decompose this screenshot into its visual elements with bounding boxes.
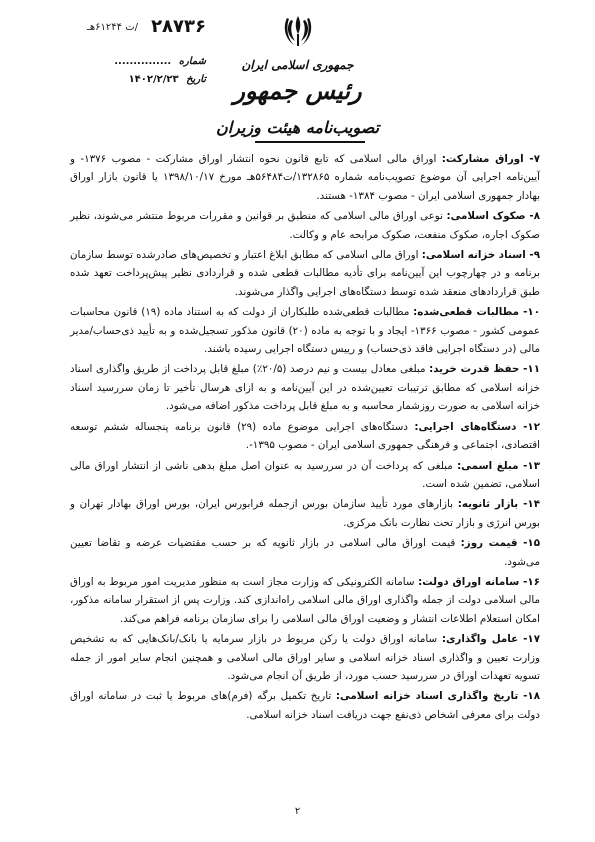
clause-text: بازارهای مورد تأیید سازمان بورس ازجمله فرابورس ایران، بورس اوراق بهادار تهران و بورس انرژی و بازار تحت نظارت بانک مرکزی. xyxy=(70,498,540,529)
number-label: شماره xyxy=(178,56,206,67)
clause-18 xyxy=(70,687,540,724)
clause-heading: ۷- اوراق مشارکت: xyxy=(441,153,540,165)
reference-number: ۲۸۷۳۶ xyxy=(151,16,206,37)
republic-title: جمهوری اسلامی ایران xyxy=(241,58,354,72)
clause-text: سامانه الکترونیکی که وزارت مجاز است به منظور مدیریت امور مربوط به اوراق مالی اسلامی دولت از جمله واگذاری اوراق مالی اسلامی راه‌اندازی کند. وزارت پس از استقرار سامانه مذکور، امکان استعلام اطلاعات انتشار و وضعیت اوراق مالی اسلامی را برای سازمان برنامه فراهم می‌کند. xyxy=(70,575,540,625)
clause-text: قیمت اوراق مالی اسلامی در بازار ثانویه که بر حسب مقتضیات عرضه و تقاضا تعیین می‌شود. xyxy=(70,537,540,568)
clause-heading: ۱۴- بازار ثانویه: xyxy=(457,498,540,511)
clause-17 xyxy=(70,630,540,685)
clauses-body xyxy=(70,150,540,726)
page-number: ۲ xyxy=(294,806,301,817)
clause-heading: ۸- صکوک اسلامی: xyxy=(446,210,541,223)
clause-heading: ۱۱- حفظ قدرت خرید: xyxy=(429,363,540,376)
date-label: تاریخ xyxy=(186,74,206,85)
clause-heading: ۱۶- سامانه اوراق دولت: xyxy=(418,575,540,588)
clause-heading: ۹- اسناد خزانه اسلامی: xyxy=(421,249,540,262)
clause-heading: ۱۸- تاریخ واگذاری اسناد خزانه اسلامی: xyxy=(335,690,540,703)
clause-text: سامانه اوراق دولت یا رکن مربوط در بازار سرمایه یا بانک/بانک‌هایی که به تشخیص وزارت تعیین و واگذاری اسناد خزانه اسلامی و سایر اوراق مالی اسلامی و همچنین انجام سایر امور از جمله تسویه تعهدات اوراق در سررسید حسب مورد، از طریق آن انجام می‌شود. xyxy=(70,633,540,682)
date-value: ۱۴۰۲/۲/۲۳ xyxy=(128,74,179,85)
clause-10 xyxy=(70,303,540,358)
clause-heading: ۱۰- مطالبات قطعی‌شده: xyxy=(413,306,540,319)
clause-text: اوراق مالی اسلامی که مطابق ابلاغ اعتبار و تخصیص‌های صادرشده توسط سازمان برنامه و در چهارچوب این آیین‌نامه برای تأدیه مطالبات قطعی شده و قراردادی نظیر پیش‌پرداخت تعهد شده طبق قراردادهای منعقد شده توسط دستگاه‌های اجرایی واگذار می‌شوند. xyxy=(70,249,540,298)
approval-title: تصویب‌نامه هیئت وزیران xyxy=(215,118,380,137)
clause-text: مبلغی که پرداخت آن در سررسید به عنوان اصل مبلغ بدهی ناشی از انتشار اوراق مالی اسلامی، تضمین شده است. xyxy=(70,459,540,490)
clause-heading: ۱۵- قیمت روز: xyxy=(460,537,540,550)
clause-11 xyxy=(70,360,540,415)
title-underline xyxy=(255,141,365,143)
clause-text: اوراق مالی اسلامی که تابع قانون نحوه انتشار اوراق مشارکت - مصوب ۱۳۷۶- و آیین‌نامه اجرایی آن موضوع تصویب‌نامه شماره ۱۳۲۸۶۵/ت۵۶۴۸۴هـ مورخ ۱۳۹۸/۱۰/۱۷ یا قانون بازار اوراق بهادار جمهوری اسلامی ایران - مصوب ۱۳۸۴- هستند. xyxy=(70,153,540,202)
clause-16 xyxy=(70,573,540,628)
clause-15 xyxy=(70,534,540,571)
clause-text: مطالبات قطعی‌شده طلبکاران از دولت که به استناد ماده (۱۹) قانون محاسبات عمومی کشور - مصوب ۱۳۶۶- ایجاد و با توجه به ماده (۲۰) قانون مذکور تسجیل‌شده و به تأیید ذی‌حساب/مدیر مالی (در دستگاه اجرایی فاقد ذی‌حساب) و رییس دستگاه اجرایی رسیده باشند. xyxy=(70,306,540,356)
reference-suffix: /ت ۶۱۲۴۴هـ xyxy=(86,22,138,33)
clause-heading: ۱۳- مبلغ اسمی: xyxy=(457,459,540,472)
clause-text: دستگاه‌های اجرایی موضوع ماده (۲۹) قانون برنامه پنجساله ششم توسعه اقتصادی، اجتماعی و فرهنگی جمهوری اسلامی ایران - مصوب ۱۳۹۵-. xyxy=(70,420,540,452)
clause-12 xyxy=(70,418,540,455)
clause-9 xyxy=(70,246,540,301)
clause-7 xyxy=(70,150,540,205)
clause-heading: ۱۷- عامل واگذاری: xyxy=(441,633,540,646)
clause-13 xyxy=(70,457,540,494)
iran-emblem-icon xyxy=(282,14,314,50)
president-title: رئیس جمهور xyxy=(233,76,362,105)
clause-heading: ۱۲- دستگاه‌های اجرایی: xyxy=(414,420,540,433)
clause-8 xyxy=(70,207,540,244)
clause-14 xyxy=(70,495,540,532)
clause-text: نوعی اوراق مالی اسلامی که منطبق بر قوانین و مقررات مربوط منتشر می‌شوند، نظیر صکوک اجاره، صکوک منفعت، صکوک مرابحه عام و وکالت. xyxy=(70,210,540,241)
number-value: ............... xyxy=(114,56,172,67)
clause-text: تاریخ تکمیل برگه (فرم)های مربوط یا ثبت در سامانه اوراق دولت برای معرفی اشخاص ذی‌نفع جهت دریافت اسناد خزانه اسلامی. xyxy=(70,690,540,721)
clause-text: مبلغی معادل بیست و نیم درصد (۲۰/۵٪) مبلغ قابل پرداخت از طریق واگذاری اسناد خزانه اسلامی که مطابق ترتیبات تعیین‌شده در این آیین‌نامه و به ازای هرسال تأخیر تا زمان سررسید اسناد خزانه اسلامی به صورت روزشمار محاسبه و به مبلغ قابل پرداخت مذکور اضافه می‌شود. xyxy=(70,363,540,413)
